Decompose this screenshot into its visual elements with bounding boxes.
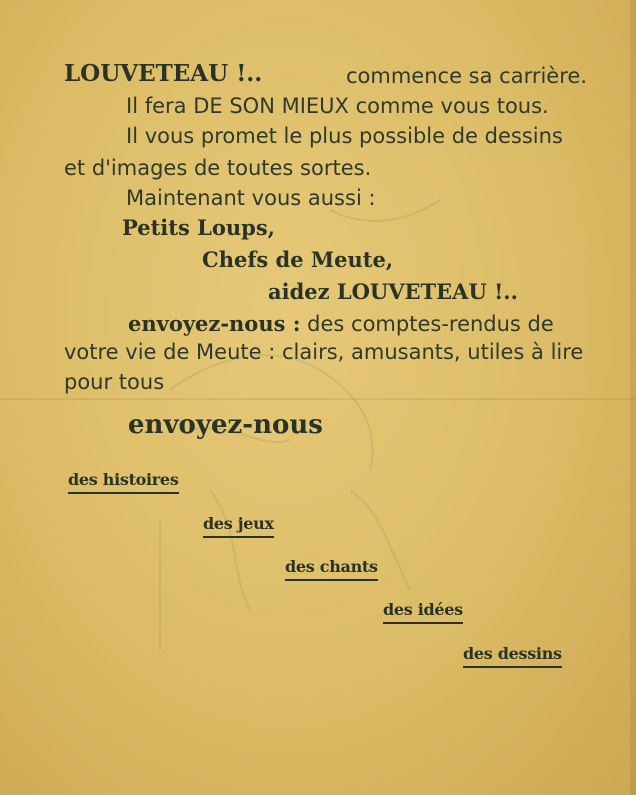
envoyez-line: [128, 312, 554, 336]
line-maintenant: Maintenant vous aussi :: [126, 186, 376, 210]
envoyez-bold: envoyez-nous :: [128, 311, 301, 336]
petits-loups: Petits Loups,: [122, 215, 275, 240]
paper-edge: [630, 0, 636, 795]
fera-c: comme vous tous.: [355, 94, 549, 118]
item-jeux: des jeux: [203, 514, 274, 538]
fera-a: Il fera: [126, 94, 187, 118]
item-chants: des chants: [285, 557, 378, 581]
aidez-louveteau: aidez LOUVETEAU !..: [268, 279, 518, 304]
envoyez-rest: des comptes-rendus de: [307, 312, 554, 336]
item-histoires: des histoires: [68, 470, 179, 494]
vie-de-meute: votre vie de Meute : clairs, amusants, utiles à lire: [64, 340, 584, 364]
de-son-mieux: DE SON MIEUX: [193, 94, 349, 118]
line-fera: [126, 94, 549, 118]
pour-tous: pour tous: [64, 370, 165, 394]
item-idees: des idées: [383, 600, 463, 624]
title: LOUVETEAU !..: [64, 60, 263, 87]
title-rest: commence sa carrière.: [346, 64, 587, 88]
line-images: et d'images de toutes sortes.: [64, 156, 372, 180]
item-dessins: des dessins: [463, 644, 562, 668]
envoyez-nous-heading: envoyez-nous: [128, 410, 323, 440]
chefs-de-meute: Chefs de Meute,: [202, 247, 394, 272]
line-promet: Il vous promet le plus possible de dessins: [126, 124, 563, 148]
